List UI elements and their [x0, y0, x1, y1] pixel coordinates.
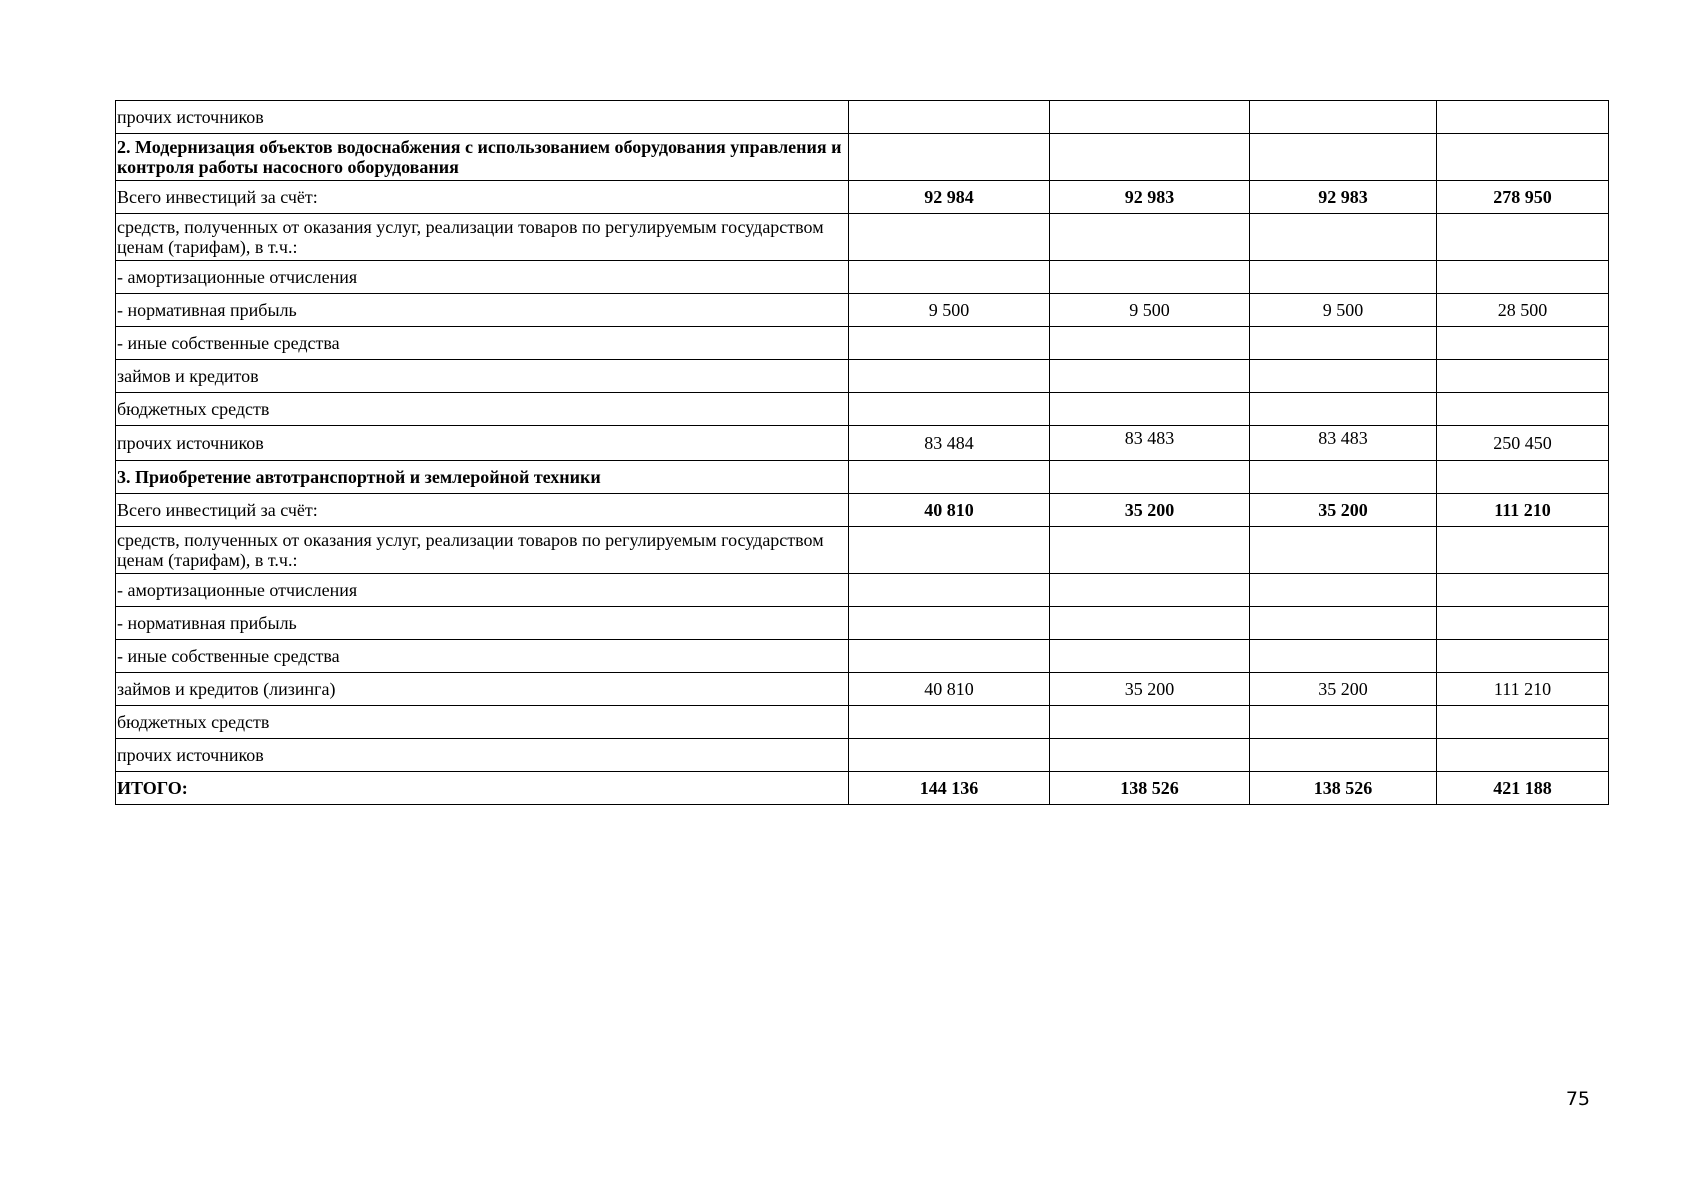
value-cell-2: [1050, 214, 1250, 261]
value-cell-4: 278 950: [1437, 181, 1609, 214]
value-cell-4: [1437, 640, 1609, 673]
value-cell-3: [1250, 640, 1437, 673]
value-cell-1: [849, 574, 1050, 607]
value-cell-3: [1250, 393, 1437, 426]
table-row: [116, 181, 1609, 214]
value-cell-4: [1437, 574, 1609, 607]
value-cell-4: [1437, 739, 1609, 772]
value-cell-4: [1437, 527, 1609, 574]
value-cell-1: [849, 527, 1050, 574]
table-row: [116, 494, 1609, 527]
value-cell-3: 9 500: [1250, 294, 1437, 327]
table-row: [116, 134, 1609, 181]
value-cell-4: [1437, 607, 1609, 640]
value-cell-3: 35 200: [1250, 494, 1437, 527]
table-row: [116, 101, 1609, 134]
value-cell-1: [849, 739, 1050, 772]
value-cell-1: [849, 360, 1050, 393]
value-cell-1: [849, 461, 1050, 494]
value-cell-4: 111 210: [1437, 494, 1609, 527]
value-cell-1: [849, 134, 1050, 181]
value-cell-1: [849, 261, 1050, 294]
value-cell-3: 83 483: [1250, 426, 1437, 461]
value-cell-2: 35 200: [1050, 494, 1250, 527]
table-row: [116, 393, 1609, 426]
investment-table: [115, 100, 1609, 805]
value-cell-3: [1250, 706, 1437, 739]
value-cell-4: 250 450: [1437, 426, 1609, 461]
value-cell-4: 28 500: [1437, 294, 1609, 327]
value-cell-2: [1050, 360, 1250, 393]
value-cell-4: [1437, 461, 1609, 494]
value-cell-3: [1250, 360, 1437, 393]
row-label: - амортизационные отчисления: [116, 574, 849, 607]
table-row: [116, 527, 1609, 574]
value-cell-1: 40 810: [849, 673, 1050, 706]
value-cell-1: 40 810: [849, 494, 1050, 527]
value-cell-4: [1437, 393, 1609, 426]
table-row: [116, 214, 1609, 261]
row-label: займов и кредитов: [116, 360, 849, 393]
value-cell-2: [1050, 574, 1250, 607]
row-label: - амортизационные отчисления: [116, 261, 849, 294]
value-cell-2: [1050, 706, 1250, 739]
value-cell-2: [1050, 640, 1250, 673]
value-cell-3: [1250, 461, 1437, 494]
value-cell-2: [1050, 393, 1250, 426]
row-label: прочих источников: [116, 739, 849, 772]
value-cell-1: [849, 327, 1050, 360]
value-cell-2: 9 500: [1050, 294, 1250, 327]
value-cell-1: 144 136: [849, 772, 1050, 805]
value-cell-4: [1437, 214, 1609, 261]
value-cell-1: 83 484: [849, 426, 1050, 461]
row-label: 2. Модернизация объектов водоснабжения с использованием оборудования управления и контроля работы насосного оборудования: [116, 134, 849, 181]
value-cell-3: 35 200: [1250, 673, 1437, 706]
value-cell-2: [1050, 327, 1250, 360]
value-cell-3: [1250, 261, 1437, 294]
table-row: [116, 294, 1609, 327]
value-cell-3: 92 983: [1250, 181, 1437, 214]
value-cell-1: [849, 640, 1050, 673]
value-cell-1: 9 500: [849, 294, 1050, 327]
value-cell-1: [849, 706, 1050, 739]
table-row: [116, 739, 1609, 772]
value-cell-3: [1250, 607, 1437, 640]
row-label: - иные собственные средства: [116, 327, 849, 360]
row-label: бюджетных средств: [116, 393, 849, 426]
row-label: бюджетных средств: [116, 706, 849, 739]
table-row: [116, 574, 1609, 607]
table-row: [116, 261, 1609, 294]
value-cell-4: [1437, 706, 1609, 739]
row-label: 3. Приобретение автотранспортной и землеройной техники: [116, 461, 849, 494]
value-cell-3: 138 526: [1250, 772, 1437, 805]
value-cell-3: [1250, 101, 1437, 134]
table-row: [116, 640, 1609, 673]
value-cell-2: 35 200: [1050, 673, 1250, 706]
value-cell-2: [1050, 607, 1250, 640]
value-cell-4: [1437, 134, 1609, 181]
value-cell-2: [1050, 461, 1250, 494]
value-cell-1: [849, 214, 1050, 261]
table-row: [116, 673, 1609, 706]
table-row: [116, 607, 1609, 640]
row-label: прочих источников: [116, 101, 849, 134]
table-row: [116, 327, 1609, 360]
value-cell-3: [1250, 327, 1437, 360]
value-cell-2: [1050, 739, 1250, 772]
value-cell-4: [1437, 261, 1609, 294]
row-label: - нормативная прибыль: [116, 294, 849, 327]
value-cell-3: [1250, 739, 1437, 772]
value-cell-3: [1250, 574, 1437, 607]
value-cell-1: [849, 607, 1050, 640]
value-cell-2: 83 483: [1050, 426, 1250, 461]
table-row: [116, 772, 1609, 805]
value-cell-4: 421 188: [1437, 772, 1609, 805]
row-label: Всего инвестиций за счёт:: [116, 181, 849, 214]
value-cell-2: 92 983: [1050, 181, 1250, 214]
value-cell-4: [1437, 327, 1609, 360]
value-cell-1: [849, 101, 1050, 134]
value-cell-2: [1050, 101, 1250, 134]
row-label: ИТОГО:: [116, 772, 849, 805]
row-label: средств, полученных от оказания услуг, реализации товаров по регулируемым государством ценам (тарифам), в т.ч.:: [116, 527, 849, 574]
value-cell-4: 111 210: [1437, 673, 1609, 706]
table-row: [116, 461, 1609, 494]
value-cell-2: [1050, 134, 1250, 181]
row-label: - иные собственные средства: [116, 640, 849, 673]
table-row: [116, 360, 1609, 393]
investment-table-body: [116, 101, 1609, 805]
table-row: [116, 426, 1609, 461]
value-cell-3: [1250, 214, 1437, 261]
value-cell-3: [1250, 527, 1437, 574]
row-label: Всего инвестиций за счёт:: [116, 494, 849, 527]
value-cell-2: 138 526: [1050, 772, 1250, 805]
value-cell-3: [1250, 134, 1437, 181]
row-label: займов и кредитов (лизинга): [116, 673, 849, 706]
value-cell-2: [1050, 261, 1250, 294]
value-cell-4: [1437, 360, 1609, 393]
value-cell-4: [1437, 101, 1609, 134]
value-cell-1: [849, 393, 1050, 426]
row-label: прочих источников: [116, 426, 849, 461]
value-cell-1: 92 984: [849, 181, 1050, 214]
page-number: 75: [1565, 1088, 1590, 1110]
table-row: [116, 706, 1609, 739]
value-cell-2: [1050, 527, 1250, 574]
row-label: - нормативная прибыль: [116, 607, 849, 640]
row-label: средств, полученных от оказания услуг, реализации товаров по регулируемым государством ценам (тарифам), в т.ч.:: [116, 214, 849, 261]
